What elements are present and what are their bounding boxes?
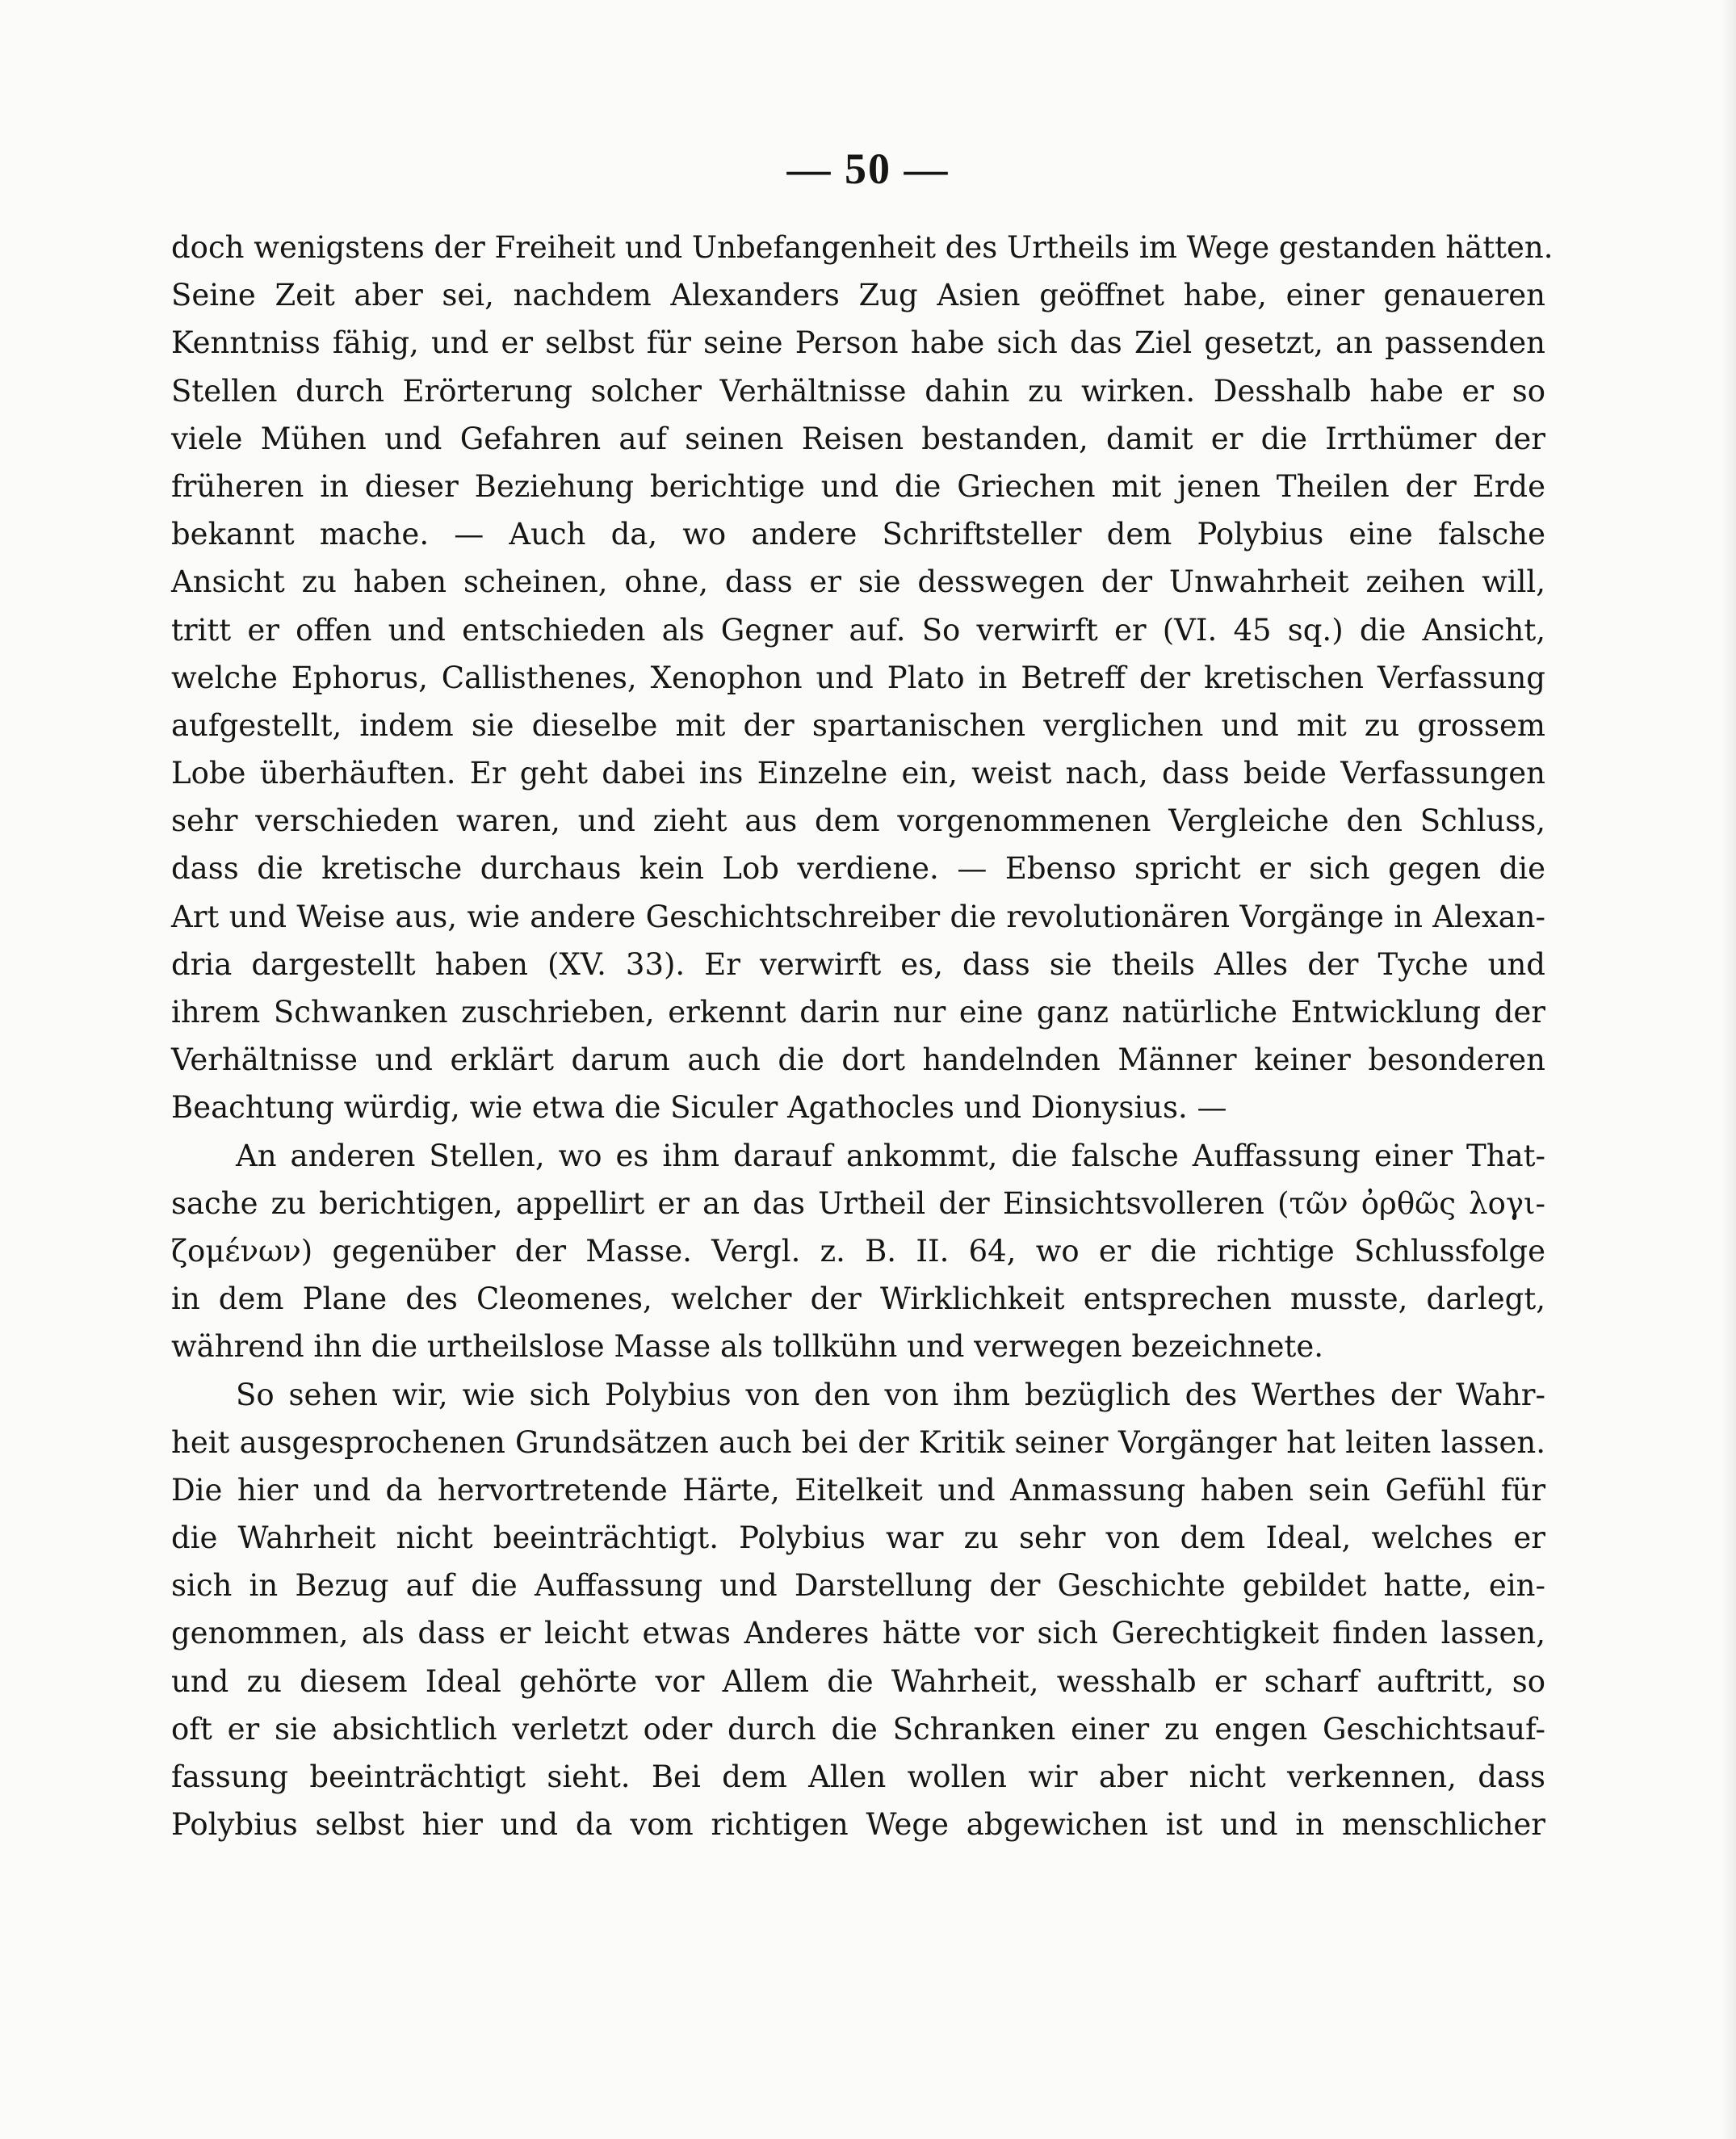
text-line: ihrem Schwanken zuschrieben, erkennt darin nur eine ganz natürliche Entwicklung der <box>171 995 1545 1030</box>
text-line: viele Mühen und Gefahren auf seinen Reisen bestanden, damit er die Irrthümer der <box>171 421 1545 456</box>
text-line: die Wahrheit nicht beeinträchtigt. Polybius war zu sehr von dem Ideal, welches er <box>171 1520 1545 1556</box>
text-line: sich in Bezug auf die Auffassung und Darstellung der Geschichte gebildet hatte, ein- <box>171 1568 1545 1604</box>
text-line: tritt er offen und entschieden als Gegner auf. So verwirft er (VI. 45 sq.) die Ansicht, <box>171 612 1545 648</box>
text-line: Kenntniss fähig, und er selbst für seine Person habe sich das Ziel gesetzt, an passenden <box>171 325 1545 361</box>
text-line: Art und Weise aus, wie andere Geschichtschreiber die revolutionären Vorgänge in Alexan- <box>171 899 1545 934</box>
text-line: Ansicht zu haben scheinen, ohne, dass er sie desswegen der Unwahrheit zeihen will, <box>171 564 1545 600</box>
text-line: bekannt mache. — Auch da, wo andere Schriftsteller dem Polybius eine falsche <box>171 517 1545 552</box>
text-line: fassung beeinträchtigt sieht. Bei dem Allen wollen wir aber nicht verkennen, dass <box>171 1759 1545 1794</box>
text-line: doch wenigstens der Freiheit und Unbefangenheit des Urtheils im Wege gestanden hätten. <box>171 230 1554 265</box>
page-number: — 50 — <box>786 145 950 193</box>
paragraph-end-line: während ihn die urtheilslose Masse als tollkühn und verwegen bezeichnete. <box>171 1329 1324 1365</box>
text-line: dria dargestellt haben (XV. 33). Er verwirft es, dass sie theils Alles der Tyche und <box>171 946 1545 982</box>
text-line: heit ausgesprochenen Grundsätzen auch bei der Kritik seiner Vorgänger hat leiten lassen. <box>171 1424 1545 1460</box>
text-line: sehr verschieden waren, und zieht aus dem vorgenommenen Vergleiche den Schluss, <box>171 803 1545 839</box>
text-line: welche Ephorus, Callisthenes, Xenophon und Plato in Betreff der kretischen Verfassung <box>171 660 1545 695</box>
page-edge-shadow <box>1721 0 1736 2139</box>
text-line: sache zu berichtigen, appellirt er an das Urtheil der Einsichtsvolleren (τῶν ὀρθῶς λογι- <box>171 1185 1545 1221</box>
paragraph-start-line: An anderen Stellen, wo es ihm darauf ankommt, die falsche Auffassung einer That- <box>236 1138 1545 1173</box>
body-text <box>171 224 1554 1848</box>
paragraph-start-line: So sehen wir, wie sich Polybius von den von ihm bezüglich des Werthes der Wahr- <box>236 1377 1545 1412</box>
text-line: ζομένων) gegenüber der Masse. Vergl. z. B. II. 64, wo er die richtige Schlussfolge <box>171 1233 1545 1269</box>
paragraph-end-line: Beachtung würdig, wie etwa die Siculer Agathocles und Dionysius. — <box>171 1090 1227 1126</box>
text-line: genommen, als dass er leicht etwas Anderes hätte vor sich Gerechtigkeit finden lassen, <box>171 1616 1545 1651</box>
text-line: Die hier und da hervortretende Härte, Eitelkeit und Anmassung haben sein Gefühl für <box>171 1472 1545 1508</box>
text-line: aufgestellt, indem sie dieselbe mit der spartanischen verglichen und mit zu grossem <box>171 707 1545 743</box>
text-line: in dem Plane des Cleomenes, welcher der Wirklichkeit entsprechen musste, darlegt, <box>171 1281 1545 1317</box>
text-line: und zu diesem Ideal gehörte vor Allem die Wahrheit, wesshalb er scharf auftritt, so <box>171 1663 1545 1699</box>
text-line: oft er sie absichtlich verletzt oder durch die Schranken einer zu engen Geschichtsauf- <box>171 1711 1545 1747</box>
text-line: Polybius selbst hier und da vom richtigen Wege abgewichen ist und in menschlicher <box>171 1807 1545 1843</box>
text-line: Verhältnisse und erklärt darum auch die dort handelnden Männer keiner besonderen <box>171 1042 1545 1078</box>
text-line: Seine Zeit aber sei, nachdem Alexanders Zug Asien geöffnet habe, einer genaueren <box>171 278 1545 313</box>
text-line: Lobe überhäuften. Er geht dabei ins Einzelne ein, weist nach, dass beide Verfassungen <box>171 756 1545 791</box>
text-line: dass die kretische durchaus kein Lob verdiene. — Ebenso spricht er sich gegen die <box>171 851 1545 887</box>
text-line: Stellen durch Erörterung solcher Verhältnisse dahin zu wirken. Desshalb habe er so <box>171 373 1545 409</box>
text-line: früheren in dieser Beziehung berichtige und die Griechen mit jenen Theilen der Erde <box>171 468 1545 504</box>
